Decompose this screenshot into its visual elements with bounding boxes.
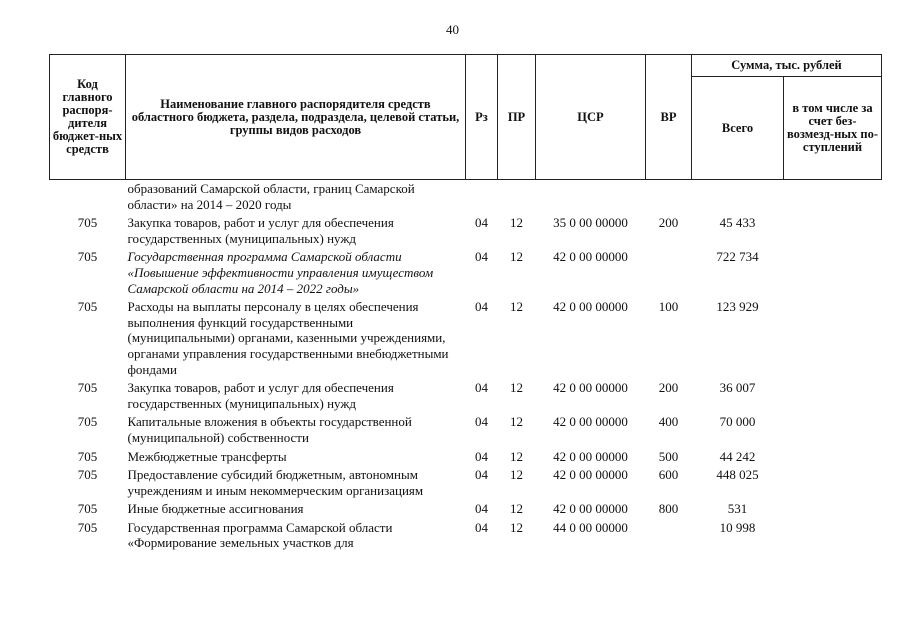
- cell-csr: 42 0 00 00000: [553, 448, 628, 464]
- table-row: [50, 413, 882, 447]
- budget-table: [49, 54, 882, 553]
- cell-csr: 42 0 00 00000: [553, 414, 628, 430]
- cell-code: 705: [77, 380, 98, 396]
- cell-rz: 04: [475, 249, 488, 265]
- header-incl: в том числе за счет без-возмезд-ных по-ступлений: [784, 77, 882, 180]
- cell-incl: [784, 500, 882, 519]
- cell-name: Расходы на выплаты персоналу в целях обеспечения выполнения функций государственными (муниципальными) органами, казенными учреждениями, органами управления государственными внебюджетными фондами: [127, 299, 449, 377]
- cell-pr: 12: [510, 467, 523, 483]
- cell-vr: 100: [658, 299, 679, 315]
- cell-name: Межбюджетные трансферты: [127, 448, 287, 464]
- cell-rz: 04: [475, 467, 488, 483]
- cell-total: 10 998: [719, 519, 756, 535]
- header-row-top: [50, 55, 882, 77]
- cell-pr: 12: [510, 299, 523, 315]
- cell-vr: [646, 519, 692, 553]
- cell-total: 722 734: [716, 249, 759, 265]
- cell-name: Закупка товаров, работ и услуг для обеспечения государственных (муниципальных) нужд: [127, 380, 394, 411]
- cell-code: 705: [77, 299, 98, 315]
- cell-total: 123 929: [716, 299, 759, 315]
- cell-code: 705: [77, 467, 98, 483]
- cell-rz: 04: [475, 414, 488, 430]
- cell-rz: 04: [475, 501, 488, 517]
- header-pr: ПР: [498, 55, 536, 180]
- cell-pr: 12: [510, 501, 523, 517]
- cell-total: 70 000: [719, 414, 756, 430]
- cell-csr: 35 0 00 00000: [553, 215, 628, 231]
- cell-name: Закупка товаров, работ и услуг для обеспечения государственных (муниципальных) нужд: [127, 215, 394, 246]
- cell-pr: 12: [510, 215, 523, 231]
- cell-pr: 12: [510, 414, 523, 430]
- page-number: 40: [446, 22, 459, 37]
- cell-code: 705: [77, 414, 98, 430]
- cell-incl: [784, 413, 882, 447]
- cell-pr: 12: [510, 380, 523, 396]
- table-row: [50, 519, 882, 553]
- header-sum: Сумма, тыс. рублей: [692, 55, 882, 77]
- cell-code: [50, 180, 126, 215]
- table-row: [50, 180, 882, 215]
- cell-name: Государственная программа Самарской области «Повышение эффективности управления имуществом Самарской области на 2014 – 2022 годы»: [127, 249, 434, 296]
- cell-pr: 12: [510, 519, 523, 535]
- header-code: Код главного распоря-дителя бюджет-ных средств: [50, 55, 126, 180]
- cell-incl: [784, 519, 882, 553]
- cell-code: 705: [77, 519, 98, 535]
- cell-incl: [784, 379, 882, 413]
- table-row: [50, 298, 882, 379]
- cell-rz: 04: [475, 380, 488, 396]
- cell-incl: [784, 466, 882, 500]
- cell-vr: 200: [658, 215, 679, 231]
- header-vr: ВР: [646, 55, 692, 180]
- cell-total: [692, 180, 784, 215]
- cell-rz: 04: [475, 519, 488, 535]
- cell-code: 705: [77, 448, 98, 464]
- cell-code: 705: [77, 215, 98, 231]
- cell-incl: [784, 298, 882, 379]
- table-row: [50, 466, 882, 500]
- cell-vr: 800: [658, 501, 679, 517]
- cell-vr: [646, 180, 692, 215]
- cell-csr: 42 0 00 00000: [553, 380, 628, 396]
- header-name: Наименование главного распорядителя средств областного бюджета, раздела, подраздела, целевой статьи, группы видов расходов: [126, 55, 466, 180]
- cell-total: 44 242: [719, 448, 756, 464]
- cell-total: 45 433: [719, 215, 756, 231]
- cell-vr: 400: [658, 414, 679, 430]
- cell-code: 705: [77, 501, 98, 517]
- cell-pr: [498, 180, 536, 215]
- cell-total: 36 007: [719, 380, 756, 396]
- cell-name: Предоставление субсидий бюджетным, автономным учреждениям и иным некоммерческим организациям: [127, 467, 424, 498]
- header-total: Всего: [692, 77, 784, 180]
- cell-vr: [646, 248, 692, 298]
- cell-total: 531: [727, 501, 748, 517]
- cell-csr: 42 0 00 00000: [553, 501, 628, 517]
- table-row: [50, 448, 882, 467]
- cell-rz: 04: [475, 448, 488, 464]
- cell-name: Иные бюджетные ассигнования: [127, 501, 304, 517]
- cell-name: Государственная программа Самарской области «Формирование земельных участков для: [127, 519, 393, 551]
- cell-csr: 44 0 00 00000: [553, 519, 628, 535]
- cell-name: Капитальные вложения в объекты государственной (муниципальной) собственности: [127, 414, 412, 445]
- cell-incl: [784, 448, 882, 467]
- cell-pr: 12: [510, 249, 523, 265]
- table-row: [50, 248, 882, 298]
- cell-vr: 200: [658, 380, 679, 396]
- cell-name: образований Самарской области, границ Самарской области» на 2014 – 2020 годы: [127, 181, 415, 212]
- table-row: [50, 379, 882, 413]
- table-row: [50, 214, 882, 248]
- header-rz: Рз: [466, 55, 498, 180]
- cell-rz: 04: [475, 215, 488, 231]
- cell-pr: 12: [510, 448, 523, 464]
- cell-code: 705: [77, 249, 98, 265]
- cell-incl: [784, 180, 882, 215]
- cell-csr: 42 0 00 00000: [553, 249, 628, 265]
- cell-rz: [466, 180, 498, 215]
- cell-csr: [536, 180, 646, 215]
- cell-csr: 42 0 00 00000: [553, 467, 628, 483]
- cell-csr: 42 0 00 00000: [553, 299, 628, 315]
- cell-incl: [784, 248, 882, 298]
- cell-total: 448 025: [716, 467, 759, 483]
- cell-incl: [784, 214, 882, 248]
- cell-vr: 500: [658, 448, 679, 464]
- table-row: [50, 500, 882, 519]
- cell-vr: 600: [658, 467, 679, 483]
- header-csr: ЦСР: [536, 55, 646, 180]
- cell-rz: 04: [475, 299, 488, 315]
